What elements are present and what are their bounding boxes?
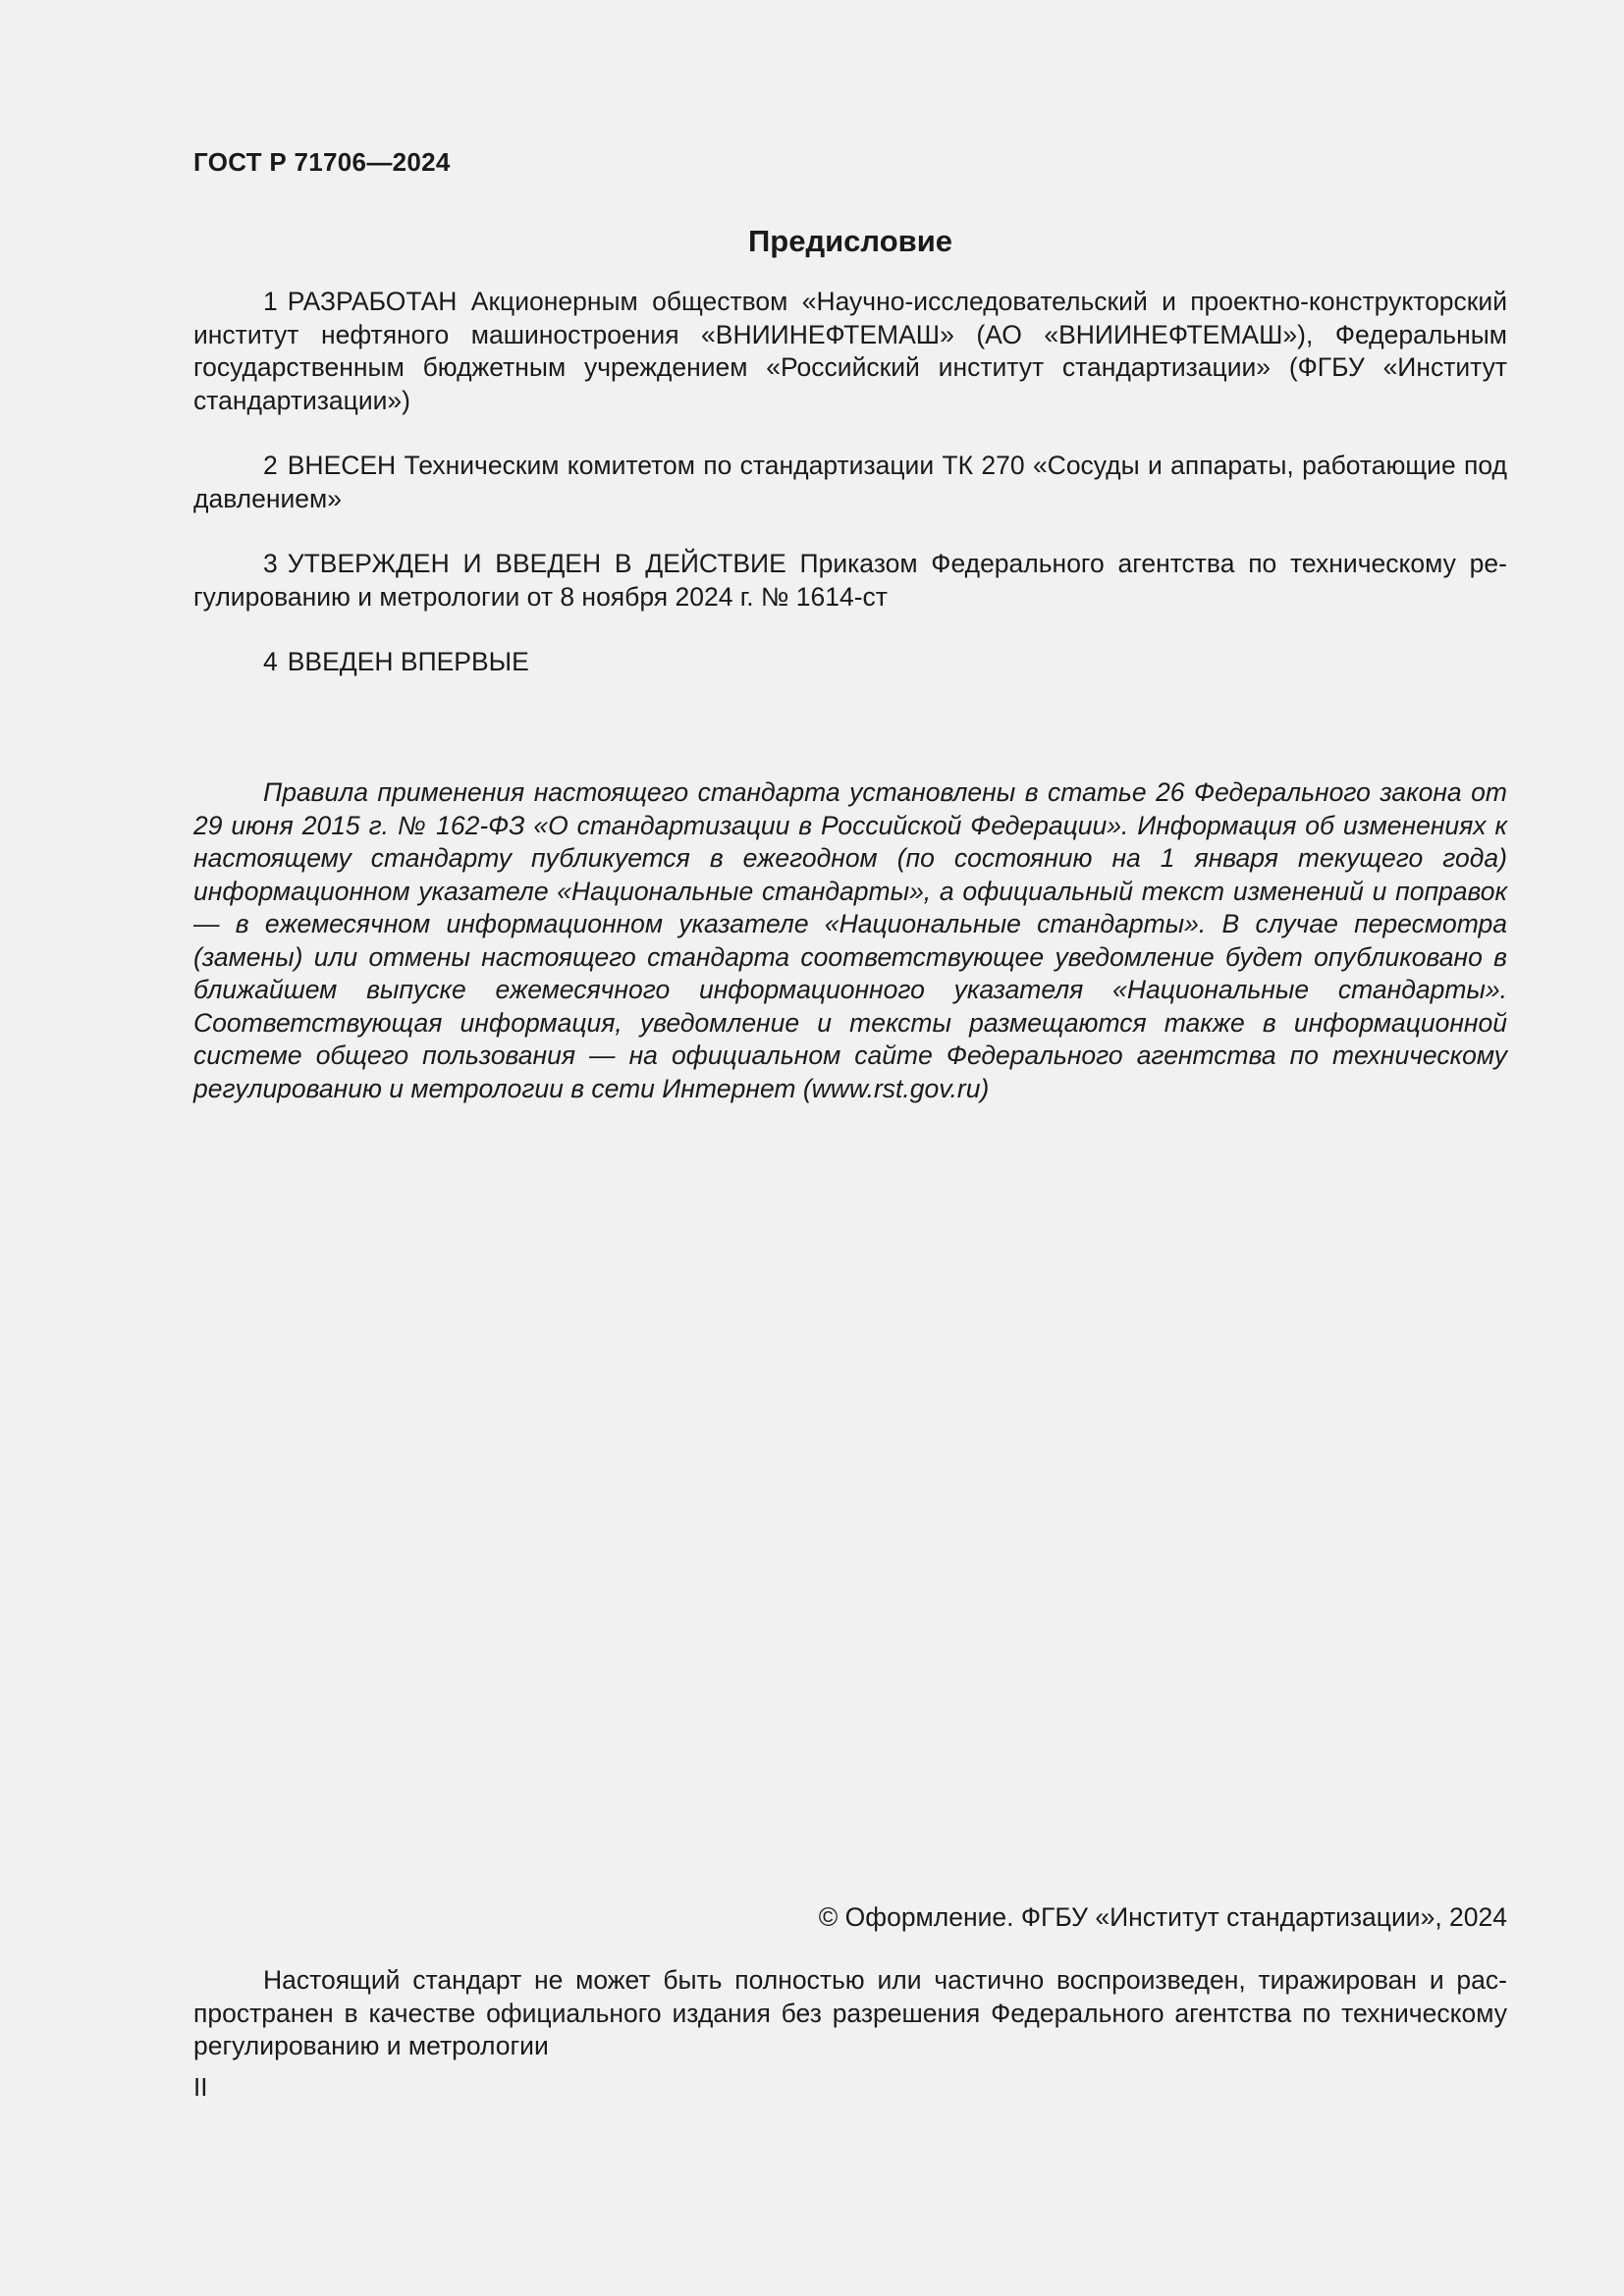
item-text: РАЗРАБОТАН Акционерным обществом «Научно-исследовательский и проектно-конструкторский институт нефтяного машиностроения «ВНИИНЕФТЕМАШ» (АО «ВНИИНЕФТЕМАШ»), Федеральным государственным бюджетным учреждением «Российский институт стандартизации» (ФГБУ «Институт стандартизации») <box>193 287 1507 415</box>
copyright-line: © Оформление. ФГБУ «Институт стандартизации», 2024 <box>818 1902 1507 1932</box>
foreword-item-4 <box>193 646 1507 679</box>
document-code: ГОСТ Р 71706—2024 <box>193 147 451 177</box>
page-title: Предисловие <box>747 224 952 258</box>
item-number: 4 <box>263 647 278 676</box>
document-page <box>193 0 1507 2296</box>
foreword-item-1 <box>193 286 1507 417</box>
page-number: II <box>193 2072 208 2102</box>
item-text: ВВЕДЕН ВПЕРВЫЕ <box>287 647 529 676</box>
item-text: ВНЕСЕН Техническим комитетом по стандартизации ТК 270 «Сосуды и аппараты, работающие под давлением» <box>193 451 1507 513</box>
item-text: УТВЕРЖДЕН И ВВЕДЕН В ДЕЙСТВИЕ Приказом Федерального агентства по техническому регулированию и метрологии от 8 ноября 2024 г. № 1614-ст <box>193 549 1507 612</box>
item-number: 1 <box>263 287 278 316</box>
item-number: 3 <box>263 549 278 578</box>
application-rules-notice: Правила применения настоящего стандарта установлены в статье 26 Федерального закона от 29 июня 2015 г. № 162-ФЗ «О стандартизации в Российской Федерации». Информация об изменениях к настоящему стандарту публикуется в ежегодном (по состоянию на 1 января текущего года) информационном указателе «Национальные стандарты», а официальный текст изменений и поправок — в ежемесячном информационном указателе «Национальные стандарты». В случае пересмотра (замены) или отмены настоящего стандарта соответствующее уведомление будет опубликовано в ближайшем выпуске ежемесячного информационного указателя «Национальные стандарты». Соответствующая информация, уведомление и тексты размещаются также в информационной системе общего пользования — на официальном сайте Федерального агентства по техническому регулированию и метрологии в сети Интернет (www.rst.gov.ru) <box>193 777 1507 1103</box>
reproduction-rights-notice: Настоящий стандарт не может быть полностью или частично воспроизведен, тиражирован и распространен в качестве официального издания без разрешения Федерального агентства по техническому регулированию и метрологии <box>193 1965 1507 2060</box>
foreword-item-3 <box>193 548 1507 614</box>
item-number: 2 <box>263 451 278 480</box>
foreword-item-2 <box>193 450 1507 515</box>
